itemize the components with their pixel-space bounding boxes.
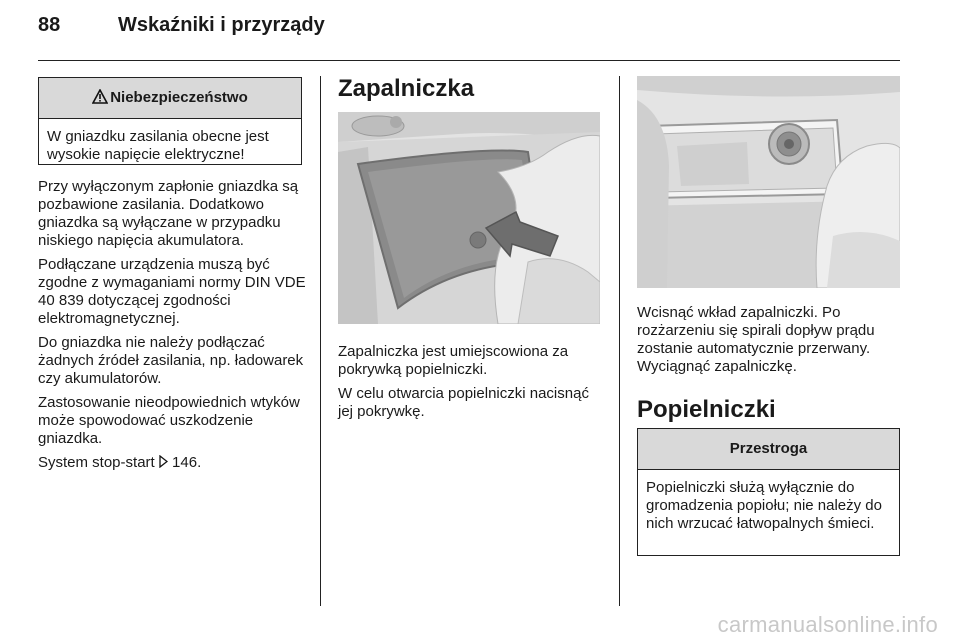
column-divider-right: [619, 76, 620, 606]
heading-popielniczki: Popielniczki: [637, 396, 776, 423]
cross-reference: [38, 454, 306, 472]
danger-box-title: Niebezpieczeństwo: [110, 89, 248, 106]
page-reference-arrow-icon: [159, 455, 168, 468]
paragraph: Zapalniczka jest umiejscowiona za pokrywką popielniczki.: [338, 343, 569, 378]
caution-box-header: [638, 429, 899, 470]
chapter-title: Wskaźniki i przyrządy: [118, 14, 325, 36]
paragraph: Do gniazdka nie należy podłączać żadnych źródeł zasilania, np. ładowarek czy akumulatorów.: [38, 334, 304, 387]
left-column-text: [38, 178, 306, 478]
caution-box: [637, 428, 900, 556]
danger-box: [38, 77, 302, 165]
header-rule: [38, 60, 900, 61]
heading-zapalniczka: Zapalniczka: [338, 75, 475, 102]
warning-triangle-icon: [92, 89, 108, 104]
cross-reference-text: System stop-start: [38, 454, 155, 471]
right-column-caption: [637, 304, 905, 382]
caution-box-title: Przestroga: [729, 440, 808, 457]
caution-box-text: Popielniczki służą wyłącznie do gromadzenia popiołu; nie należy do nich wrzucać łatwopalnych śmieci.: [646, 479, 882, 532]
danger-box-text: W gniazdku zasilania obecne jest wysokie napięcie elektryczne!: [47, 128, 269, 163]
watermark: carmanualsonline.info: [717, 612, 938, 637]
paragraph: Podłączane urządzenia muszą być zgodne z wymaganiami normy DIN VDE 40 839 dotyczącej zgodności elektromagnetycznej.: [38, 256, 306, 327]
danger-box-header: [39, 78, 301, 119]
cross-reference-page[interactable]: 146.: [172, 454, 202, 471]
paragraph: Przy wyłączonym zapłonie gniazdka są pozbawione zasilania. Dodatkowo gniazdka są wyłączane w przypadku niskiego napięcia akumulatora.: [38, 178, 299, 249]
console-illustration: [338, 112, 600, 324]
lighter-figure: [637, 76, 900, 288]
column-divider-left: [320, 76, 321, 606]
paragraph: Wcisnąć wkład zapalniczki. Po rozżarzeniu się spirali dopływ prądu zostanie automatycznie przerwany. Wyciągnąć zapalniczkę.: [637, 304, 875, 375]
lighter-socket-illustration: [637, 76, 900, 288]
middle-column-text: [338, 343, 606, 427]
page-number: 88: [38, 14, 61, 36]
paragraph: Zastosowanie nieodpowiednich wtyków może spowodować uszkodzenie gniazdka.: [38, 394, 300, 447]
ashtray-cover-figure: [338, 112, 600, 324]
paragraph: W celu otwarcia popielniczki nacisnąć jej pokrywkę.: [338, 385, 589, 420]
